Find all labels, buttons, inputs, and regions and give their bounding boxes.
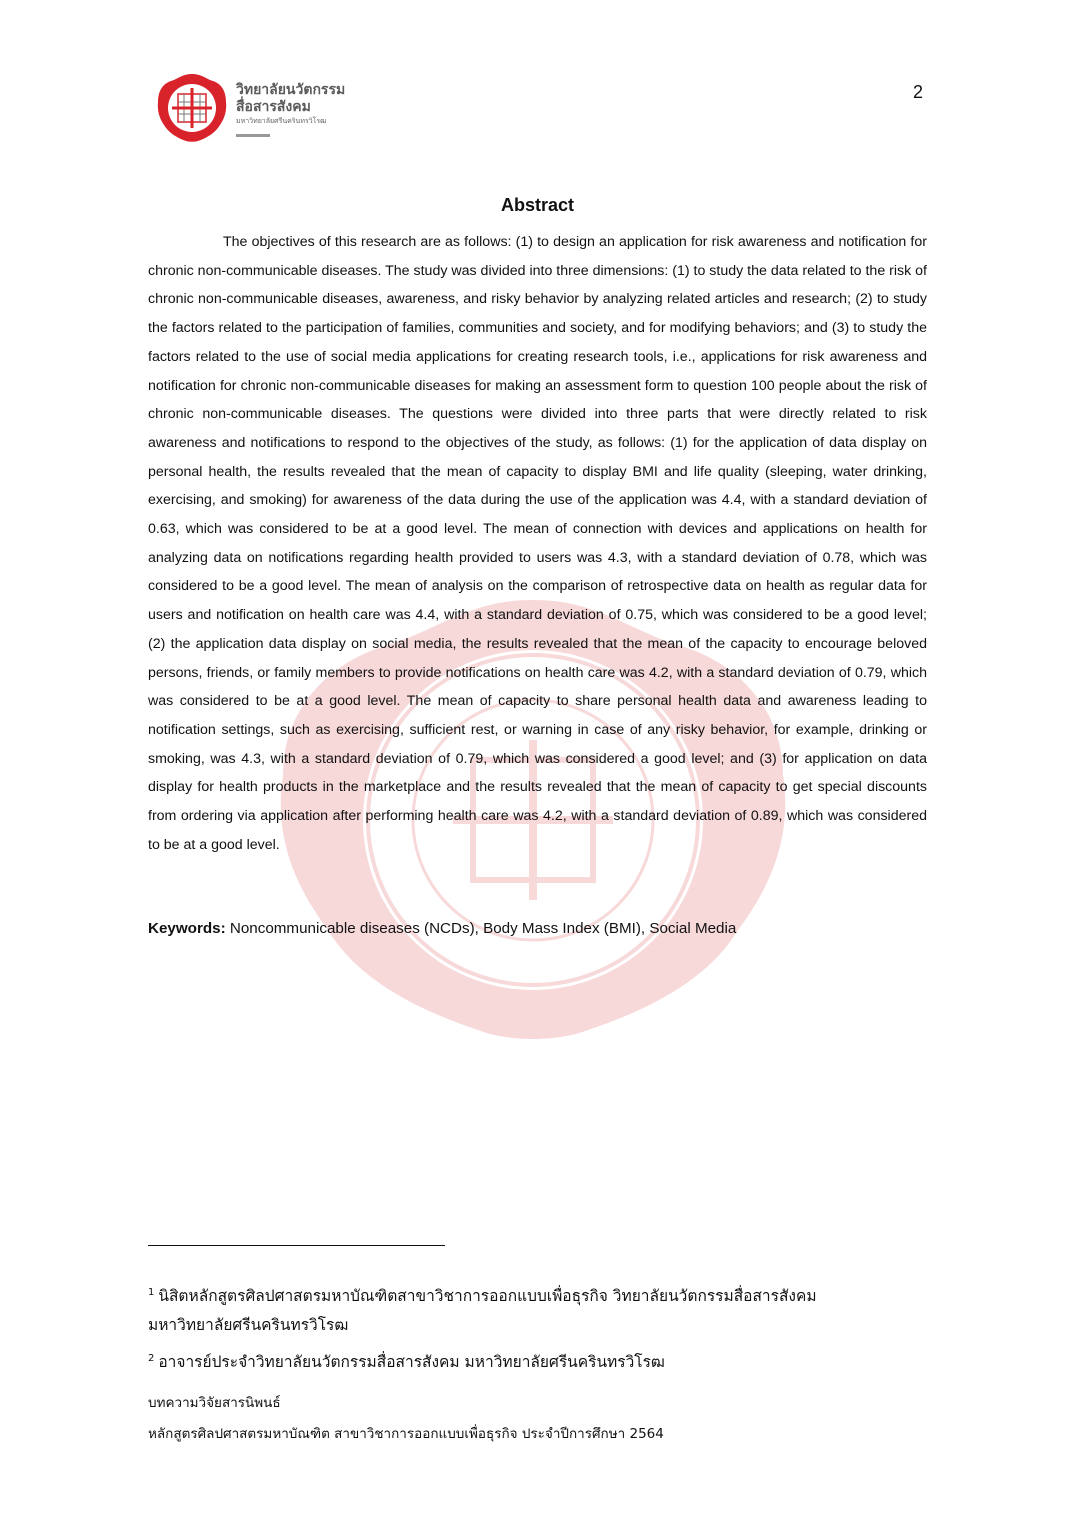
seal-icon — [156, 72, 228, 144]
footer-line-2: หลักสูตรศิลปศาสตรมหาบัณฑิต สาขาวิชาการออกแบบเพื่อธุรกิจ ประจำปีการศึกษา 2564 — [148, 1426, 664, 1442]
footnote-divider — [148, 1245, 445, 1246]
abstract-heading: Abstract — [500, 195, 575, 215]
page-footer — [148, 1388, 938, 1450]
footnote-text: มหาวิทยาลัยศรีนครินทรวิโรฒ — [148, 1316, 349, 1334]
logo-underline — [236, 134, 270, 137]
footnotes — [148, 1278, 938, 1381]
footer-line-1: บทความวิจัยสารนิพนธ์ — [148, 1395, 281, 1411]
abstract-body: The objectives of this research are as follows: (1) to design an application for risk awareness and notification for chronic non-communicable diseases. The study was divided into three dimensions: (1) to study the data related to the risk of chronic non-communicable diseases, awareness, and risky behavior by analyzing related articles and research; (2) to study the factors related to the participation of families, communities and society, and for modifying behaviors; and (3) to study the factors related to the use of social media applications for creating research tools, i.e., applications for risk awareness and notification for chronic non-communicable diseases for making an assessment form to question 100 people about the risk of chronic non-communicable diseases. The questions were divided into three parts that were directly related to risk awareness and notifications to respond to the objectives of the study, as follows: (1) for the application of data display on personal health, the results revealed that the mean of capacity to display BMI and life quality (sleeping, water drinking, exercising, and smoking) for awareness of the data during the use of the application was 4.4, with a standard deviation of 0.63, which was considered to be at a good level. The mean of connection with devices and applications on health for analyzing data on notifications regarding health provided to users was 4.3, with a standard deviation of 0.78, which was considered to be a good level. The mean of analysis on the comparison of retrospective data on health as regular data for users and notification on health care was 4.4, with a standard deviation of 0.75, which was considered to be a good level; (2) the application data display on social media, the results revealed that the mean of the capacity to encourage beloved persons, friends, or family members to provide notifications on health care was 4.2, with a standard deviation of 0.79, which was considered to be at a good level. The mean of capacity to share personal health data and awareness leading to notification settings, such as exercising, sufficient rest, or warning in case of any risky behavior, for example, drinking or smoking, was 4.3, with a standard deviation of 0.79, which was considered a good level; and (3) for application on data display for health products in the marketplace and the results revealed that the mean of capacity to get special discounts from ordering via application after performing health care was 4.2, with a standard deviation of 0.89, which was considered to be at a good level. — [148, 234, 927, 853]
footnote-marker: 1 — [148, 1287, 155, 1298]
footnote-text: อาจารย์ประจำวิทยาลัยนวัตกรรมสื่อสารสังคม มหาวิทยาลัยศรีนครินทรวิโรฒ — [158, 1353, 665, 1371]
keywords-text: Noncommunicable diseases (NCDs), Body Mass Index (BMI), Social Media — [225, 920, 737, 937]
keywords-line — [148, 917, 928, 941]
logo-line-1: วิทยาลัยนวัตกรรม — [236, 82, 346, 98]
keywords-label: Keywords: — [148, 920, 226, 937]
footnote-1 — [148, 1278, 938, 1340]
logo-wordmark — [236, 82, 366, 126]
college-logo — [156, 72, 356, 142]
page-number: 2 — [913, 82, 924, 102]
footnote-text: นิสิตหลักสูตรศิลปศาสตรมหาบัณฑิตสาขาวิชาการออกแบบเพื่อธุรกิจ วิทยาลัยนวัตกรรมสื่อสารสังคม — [158, 1287, 817, 1305]
logo-line-3: มหาวิทยาลัยศรีนครินทรวิโรฒ — [236, 117, 327, 125]
footnote-2 — [148, 1344, 938, 1377]
logo-line-2: สื่อสารสังคม — [236, 99, 311, 115]
footnote-marker: 2 — [148, 1353, 155, 1364]
